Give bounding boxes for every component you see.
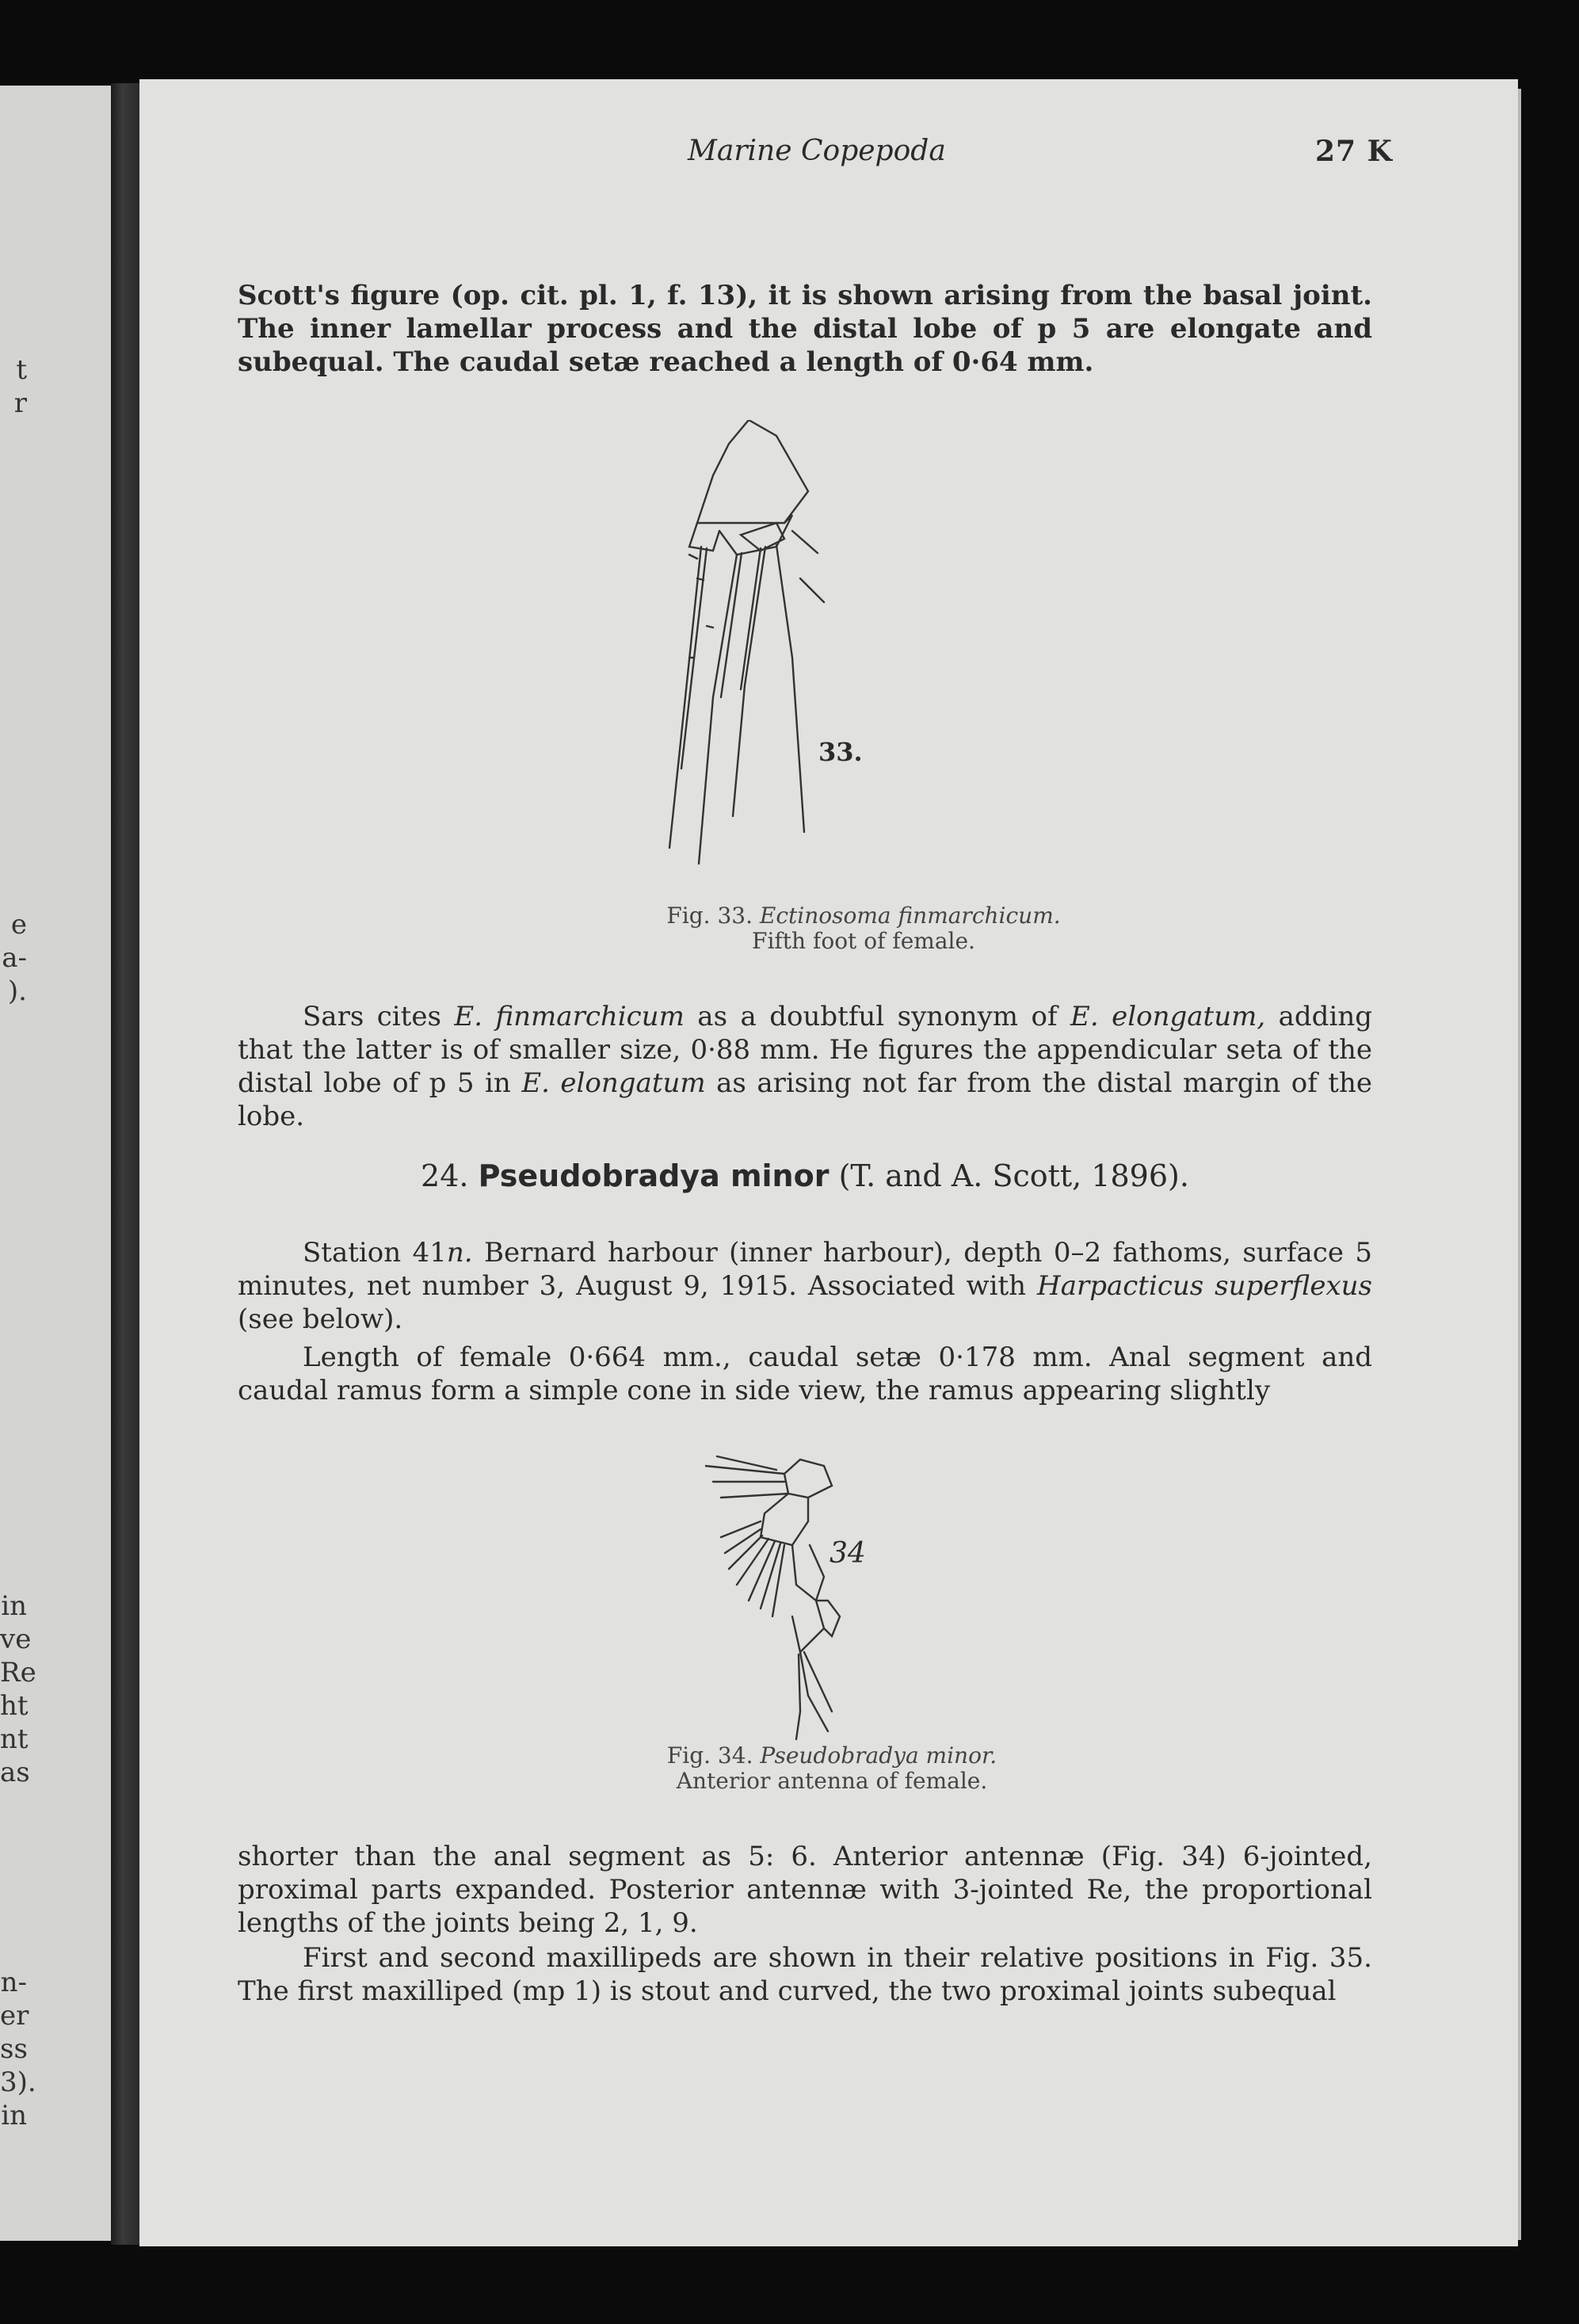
margin-fragment: t [16, 354, 27, 386]
figure-34-caption-desc: Anterior antenna of female. [676, 1768, 988, 1794]
page-number: 27 K [1315, 135, 1393, 168]
text-run: adding that the latter is of smaller size, 0·88 mm. He figures the appendicular seta of the distal lobe of p 5 in [238, 1001, 1372, 1099]
species-number: 24. [421, 1158, 469, 1193]
figure-33-caption [586, 903, 1141, 954]
book-spine [111, 83, 139, 2245]
species-name: E. elongatum [521, 1067, 706, 1099]
paragraph-sars-cites [238, 1000, 1372, 1133]
margin-fragment: Re [0, 1657, 36, 1689]
margin-fragment: 3). [0, 2066, 36, 2098]
page-edge [1518, 89, 1521, 2240]
margin-fragment: ht [0, 1690, 29, 1722]
paragraph-station [238, 1236, 1372, 1336]
text-run: as arising not far from the distal margin of the lobe. [238, 1067, 1372, 1132]
figure-33-caption-desc: Fifth foot of female. [752, 928, 975, 954]
figure-33-fifth-foot [666, 420, 951, 895]
margin-fragment: n- [0, 1967, 27, 1998]
text-run: Station 41 [303, 1237, 447, 1269]
margin-fragment: in [1, 2100, 27, 2131]
margin-fragment: a- [2, 942, 27, 974]
margin-fragment: ve [0, 1624, 32, 1655]
margin-fragment: ss [0, 2033, 28, 2065]
paragraph-antennae: shorter than the anal segment as 5: 6. Anterior antennæ (Fig. 34) 6-jointed, proximal parts expanded. Posterior antennæ with 3-jointed Re, the proportional lengths of the joints being 2, 1, 9. [238, 1841, 1372, 1939]
text-run: Sars cites [303, 1001, 455, 1032]
figure-34-caption-number: Fig. 34. [666, 1742, 753, 1769]
paragraph-length: Length of female 0·664 mm., caudal setæ 0·178 mm. Anal segment and caudal ramus form a simple cone in side view, the ramus appearing slightly [238, 1341, 1372, 1406]
text-run: as a doubtful synonym of [684, 1001, 1071, 1032]
figure-33-caption-species: Ectinosoma finmarchicum. [759, 903, 1061, 929]
text-run: (see below). [238, 1303, 403, 1335]
margin-fragment: er [0, 2000, 29, 2032]
figure-34-caption [555, 1743, 1109, 1794]
adjacent-page [0, 86, 111, 2241]
margin-fragment: e [10, 909, 27, 941]
paragraph-maxillipeds: First and second maxillipeds are shown in their relative positions in Fig. 35. The first maxilliped (mp 1) is stout and curved, the two proximal joints subequal [238, 1942, 1372, 2007]
margin-fragment: ). [7, 975, 27, 1007]
species-heading-name: Pseudobradya minor [478, 1158, 830, 1193]
text-run: Bernard harbour (inner harbour), depth 0–2 fathoms, surface 5 minutes, net number 3, August 9, 1915. Associated with [238, 1237, 1372, 1302]
margin-fragment: as [0, 1757, 30, 1788]
figure-33-caption-number: Fig. 33. [666, 903, 753, 929]
figure-33-label: 33. [818, 737, 863, 767]
figure-34-anterior-antenna [705, 1450, 943, 1743]
species-authority: (T. and A. Scott, 1896). [838, 1158, 1189, 1193]
species-name: Harpacticus superflexus [1037, 1270, 1372, 1302]
margin-fragment: r [13, 387, 27, 419]
figure-34-caption-species: Pseudobradya minor. [760, 1742, 997, 1769]
species-heading [238, 1158, 1372, 1193]
station-suffix: n. [446, 1237, 473, 1269]
paragraph-scott-figure: Scott's figure (op. cit. pl. 1, f. 13), it is shown arising from the basal joint. The inner lamellar process and the distal lobe of p 5 are elongate and subequal. The caudal setæ reached a length of 0·64 mm. [238, 280, 1372, 378]
species-name: E. elongatum, [1070, 1001, 1266, 1032]
margin-fragment: nt [0, 1723, 29, 1755]
margin-fragment: in [1, 1590, 27, 1622]
running-title: Marine Copepoda [688, 135, 946, 167]
figure-34-label: 34 [830, 1537, 866, 1570]
species-name: E. finmarchicum [454, 1001, 685, 1032]
